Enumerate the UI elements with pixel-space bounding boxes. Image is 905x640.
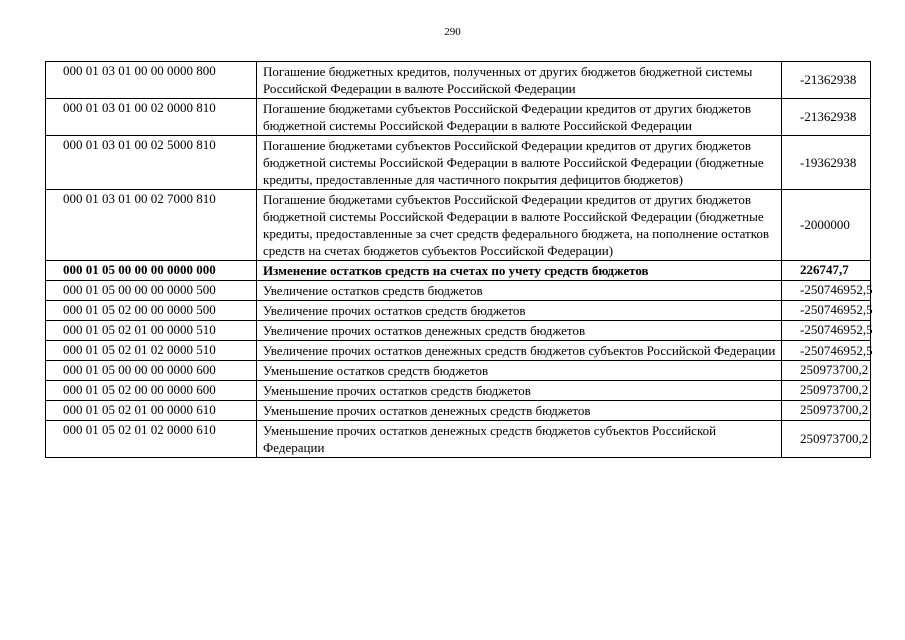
amount-cell: 226747,7 [782, 261, 871, 281]
budget-code-cell: 000 01 05 02 01 02 0000 610 [46, 421, 257, 458]
table-body [46, 62, 871, 458]
budget-item-name-cell: Погашение бюджетных кредитов, полученных от других бюджетов бюджетной системы Российской Федерации в валюте Российской Федерации [257, 62, 782, 99]
budget-code-cell: 000 01 03 01 00 00 0000 800 [46, 62, 257, 99]
budget-code-cell: 000 01 05 00 00 00 0000 500 [46, 281, 257, 301]
amount-cell: -21362938 [782, 99, 871, 136]
budget-code-cell: 000 01 05 02 01 00 0000 610 [46, 401, 257, 421]
table-row [46, 361, 871, 381]
amount-cell: -250746952,5 [782, 341, 871, 361]
table-row [46, 341, 871, 361]
amount-cell: -2000000 [782, 190, 871, 261]
budget-code-cell: 000 01 03 01 00 02 7000 810 [46, 190, 257, 261]
table-row [46, 421, 871, 458]
table-row [46, 321, 871, 341]
budget-code-cell: 000 01 05 02 01 02 0000 510 [46, 341, 257, 361]
table-row [46, 136, 871, 190]
amount-cell: 250973700,2 [782, 381, 871, 401]
amount-cell: -21362938 [782, 62, 871, 99]
budget-code-cell: 000 01 05 00 00 00 0000 600 [46, 361, 257, 381]
budget-item-name-cell: Уменьшение прочих остатков средств бюджетов [257, 381, 782, 401]
budget-item-name-cell: Увеличение прочих остатков денежных средств бюджетов субъектов Российской Федерации [257, 341, 782, 361]
table-row [46, 261, 871, 281]
budget-item-name-cell: Погашение бюджетами субъектов Российской Федерации кредитов от других бюджетов бюджетной системы Российской Федерации в валюте Российской Федерации (бюджетные кредиты, предоставленные за счет средств федерального бюджета, на пополнение остатков средств на счетах бюджетов субъектов Российской Федерации) [257, 190, 782, 261]
budget-item-name-cell: Изменение остатков средств на счетах по учету средств бюджетов [257, 261, 782, 281]
amount-cell: -250746952,5 [782, 321, 871, 341]
budget-item-name-cell: Погашение бюджетами субъектов Российской Федерации кредитов от других бюджетов бюджетной системы Российской Федерации в валюте Российской Федерации [257, 99, 782, 136]
amount-cell: -250746952,5 [782, 301, 871, 321]
amount-cell: 250973700,2 [782, 361, 871, 381]
budget-code-cell: 000 01 05 00 00 00 0000 000 [46, 261, 257, 281]
amount-cell: 250973700,2 [782, 401, 871, 421]
table-row [46, 190, 871, 261]
budget-code-cell: 000 01 03 01 00 02 5000 810 [46, 136, 257, 190]
budget-code-cell: 000 01 05 02 01 00 0000 510 [46, 321, 257, 341]
budget-sources-table [45, 61, 871, 458]
budget-item-name-cell: Увеличение прочих остатков средств бюджетов [257, 301, 782, 321]
budget-item-name-cell: Уменьшение прочих остатков денежных средств бюджетов субъектов Российской Федерации [257, 421, 782, 458]
amount-cell: 250973700,2 [782, 421, 871, 458]
table-row [46, 381, 871, 401]
table-row [46, 281, 871, 301]
budget-item-name-cell: Погашение бюджетами субъектов Российской Федерации кредитов от других бюджетов бюджетной системы Российской Федерации в валюте Российской Федерации (бюджетные кредиты, предоставленные для частичного покрытия дефицитов бюджетов) [257, 136, 782, 190]
table-row [46, 401, 871, 421]
page-number: 290 [444, 26, 461, 38]
budget-code-cell: 000 01 05 02 00 00 0000 500 [46, 301, 257, 321]
budget-item-name-cell: Увеличение остатков средств бюджетов [257, 281, 782, 301]
amount-cell: -250746952,5 [782, 281, 871, 301]
budget-code-cell: 000 01 05 02 00 00 0000 600 [46, 381, 257, 401]
budget-item-name-cell: Увеличение прочих остатков денежных средств бюджетов [257, 321, 782, 341]
amount-cell: -19362938 [782, 136, 871, 190]
table-row [46, 99, 871, 136]
table-row [46, 301, 871, 321]
table-row [46, 62, 871, 99]
budget-code-cell: 000 01 03 01 00 02 0000 810 [46, 99, 257, 136]
budget-item-name-cell: Уменьшение прочих остатков денежных средств бюджетов [257, 401, 782, 421]
budget-item-name-cell: Уменьшение остатков средств бюджетов [257, 361, 782, 381]
